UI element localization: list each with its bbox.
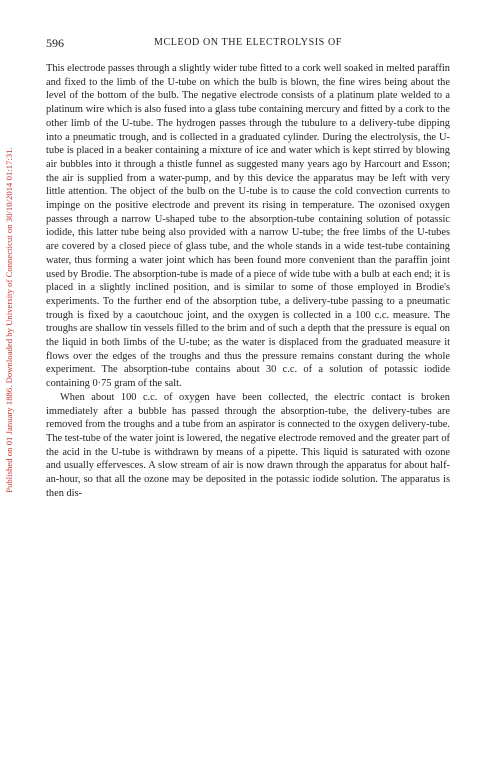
page-number: 596 — [46, 36, 64, 50]
paragraph-1: This electrode passes through a slightly wider tube fitted to a cork well soaked in melted paraffin and fixed to the limb of the U-tube on which the bulb is blown, the fine wires being about the level of the bottom of the bulb. The negative electrode consists of a platinum plate welded to a platinum wire which is also fused into a glass tube containing mercury and fitted by a cork to the other limb of the U-tube. The hydrogen passes through the tubulure to a delivery-tube dipping into a pneumatic trough, and is collected in a graduated cylinder. During the electrolysis, the U-tube is placed in a beaker containing a mixture of ice and water which is kept stirred by blowing air bubbles into it through a thistle funnel as suggested many years ago by Harcourt and Esson; the air is supplied from a water-pump, and by this device the apparatus may be left with very little attention. The object of the bulb on the U-tube is to cause the cold convection currents to impinge on the positive electrode and prevent its rising in temperature. The ozonised oxygen passes through a narrow U-shaped tube to the absorption-tube containing solution of potassic iodide, this latter tube being also provided with a narrow U-tube; the free limbs of the U-tubes are covered by a closed piece of glass tube, and the whole stands in a wide test-tube containing water, thus forming a water joint which has been found more convenient than the paraffin joint used by Brodie. The absorption-tube is made of a piece of wide tube with a bulb at each end; it is placed in a slightly inclined position, and is similar to some of those employed in Brodie's experiments. To the further end of the absorption tube, a delivery-tube passing to a pneumatic trough is fixed by a caoutchouc joint, and the oxygen is collected in a 100 c.c. measure. The troughs are shallow tin vessels filled to the brim and of such a depth that the pressure is equal on the liquid in both limbs of the U-tube; as the water is displaced from the graduated measure it flows over the edges of the troughs and thus the pressure remains constant during the whole experiment. The absorption-tube contains about 30 c.c. of a solution of potassic iodide containing 0·75 gram of the salt. — [46, 63, 450, 390]
publication-sidebar-text: Published on 01 January 1886. Downloaded by University of Connecticut on 30/10/2014 01:17:31. — [4, 147, 14, 493]
paragraph-2: When about 100 c.c. of oxygen have been collected, the electric contact is broken immediately after a bubble has passed through the absorption-tube, the delivery-tubes are removed from the troughs and a tube from an aspirator is connected to the oxygen delivery-tube. The test-tube of the water joint is lowered, the negative electrode removed and the greater part of the acid in the U-tube is withdrawn by means of a pipette. This liquid is saturated with ozone and usually effervesces. A slow stream of air is now drawn through the apparatus for about half-an-hour, so that all the ozone may be deposited in the potassic iodide solution. The apparatus is then dis- — [46, 391, 450, 499]
article-body — [46, 62, 450, 501]
publication-sidebar-note — [3, 40, 15, 600]
running-title: MCLEOD ON THE ELECTROLYSIS OF — [154, 37, 342, 48]
page-header — [46, 36, 450, 50]
